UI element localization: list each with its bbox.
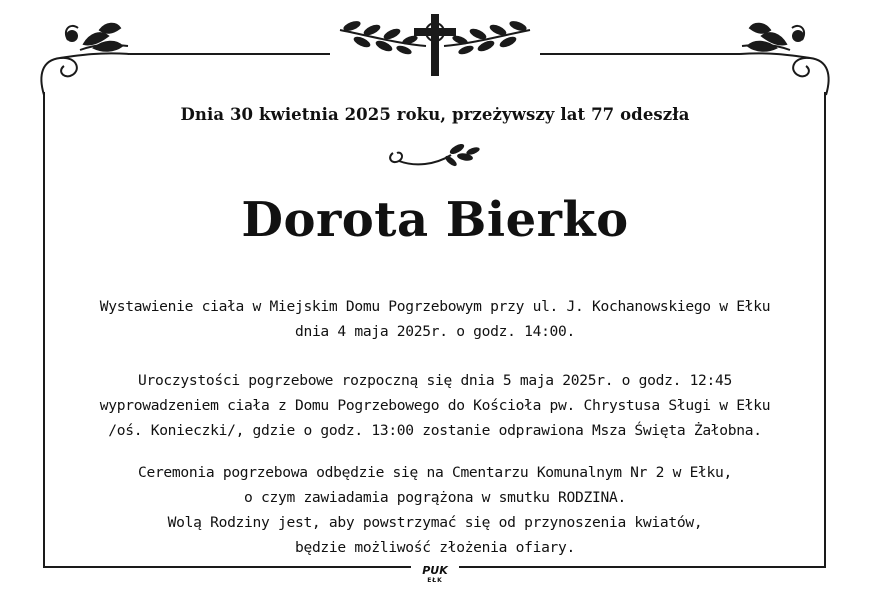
logo-main-text: PUK [422,564,448,577]
cross-with-laurel-icon [340,14,530,76]
floral-flourish-icon [740,24,829,95]
paragraph-line: będzie możliwość złożenia ofiary. [294,539,576,556]
header-ornament [0,0,870,100]
deceased-name: Dorota Bierko [241,192,629,248]
paragraph-line: Wolą Rodziny jest, aby powstrzymać się od przynoszenia kwiatów, [167,514,703,531]
paragraph-line: o czym zawiadamia pogrążona w smutku RODZINA. [244,489,626,506]
paragraph-line: Ceremonia pogrzebowa odbędzie się na Cmentarzu Komunalnym Nr 2 w Ełku, [137,464,733,481]
floral-flourish-icon [41,24,130,95]
paragraph-line: /oś. Konieczki/, gdzie o godz. 13:00 zostanie odprawiona Msza Święta Żałobna. [108,422,762,439]
viewing-paragraph [40,294,830,344]
paragraph-line: Wystawienie ciała w Miejskim Domu Pogrzebowym przy ul. J. Kochanowskiego w Ełku [99,298,771,315]
paragraph-line: wyprowadzeniem ciała z Domu Pogrzebowego do Kościoła pw. Chrystusa Sługi w Ełku [99,397,771,414]
leaf-swirl-divider-icon [385,141,485,173]
death-announcement-intro: Dnia 30 kwietnia 2025 roku, przeżywszy lat 77 odeszła [180,105,690,124]
paragraph-line: Uroczystości pogrzebowe rozpoczną się dnia 5 maja 2025r. o godz. 12:45 [137,372,733,389]
ceremony-paragraph [40,368,830,443]
logo-sub-text: EŁK [427,577,443,584]
paragraph-line: dnia 4 maja 2025r. o godz. 14:00. [294,323,576,340]
puk-logo [411,562,459,584]
burial-paragraph [40,460,830,560]
